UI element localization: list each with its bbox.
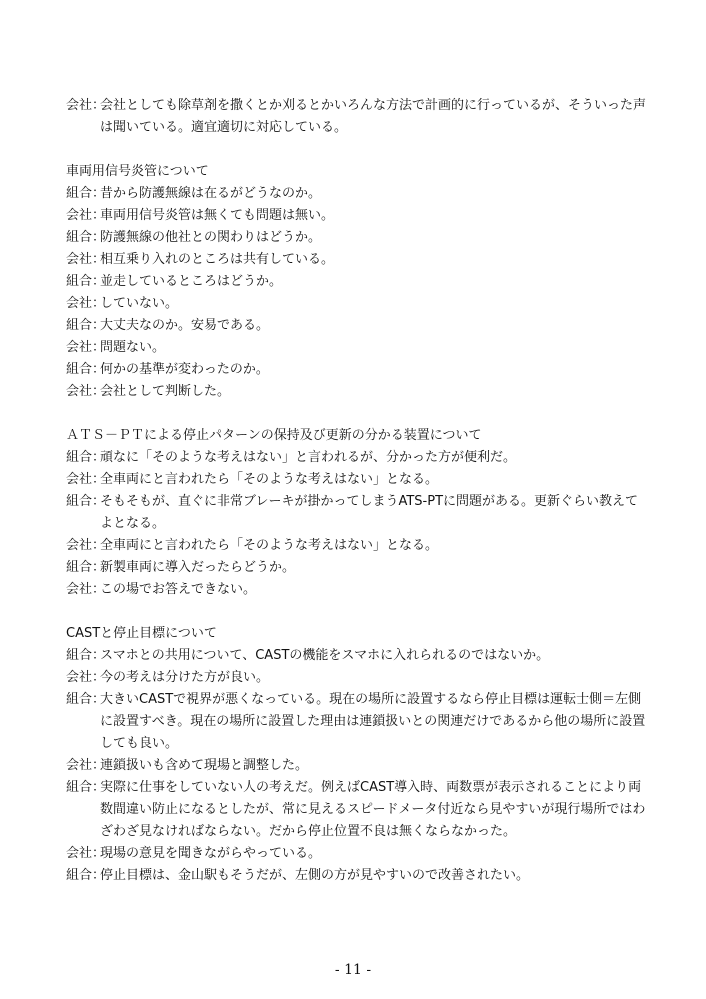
dialogue-line — [66, 557, 646, 579]
statement-text: 現場の意見を聞きながらやっている。 — [100, 846, 322, 861]
statement-text: 車両用信号炎管は無くても問題は無い。 — [100, 208, 335, 223]
dialogue-line — [66, 469, 646, 491]
statement-text: 相互乗り入れのところは共有している。 — [100, 252, 335, 267]
speaker-label: 会社： — [66, 296, 106, 311]
speaker-label: 組合： — [66, 318, 106, 333]
section-1 — [66, 95, 646, 139]
page-number: - 11 - — [334, 962, 372, 978]
statement-text: 防護無線の他社との関わりはどうか。 — [100, 230, 322, 245]
speaker-label: 組合： — [66, 648, 106, 663]
section-heading: 車両用信号炎管について — [66, 164, 209, 179]
speaker-label: 会社： — [66, 472, 106, 487]
dialogue-line — [66, 865, 646, 887]
section-3 — [66, 425, 646, 601]
statement-text: 会社として判断した。 — [100, 384, 231, 399]
statement-text: 実際に仕事をしていない人の考えだ。例えばCAST導入時、両数票が表示されることにより両数間違い防止になるとしたが、常に見えるスピードメータ付近なら見やすいが現行場所ではわざわざ見なければならない。だから停止位置不良は無くならなかった。 — [100, 780, 646, 839]
document-body — [66, 95, 646, 909]
dialogue-line — [66, 95, 646, 139]
statement-text: 昔から防護無線は在るがどうなのか。 — [100, 186, 322, 201]
speaker-label: 会社： — [66, 758, 106, 773]
dialogue-line — [66, 491, 646, 535]
dialogue-line — [66, 249, 646, 271]
speaker-label: 会社： — [66, 670, 106, 685]
dialogue-line — [66, 579, 646, 601]
dialogue-line — [66, 183, 646, 205]
statement-text: 大きいCASTで視界が悪くなっている。現在の場所に設置するなら停止目標は運転士側＝左側に設置すべき。現在の場所に設置した理由は連鎖扱いとの関連だけであるから他の場所に設置しても良い。 — [100, 692, 646, 751]
speaker-label: 会社： — [66, 846, 106, 861]
dialogue-line — [66, 755, 646, 777]
speaker-label: 会社： — [66, 384, 106, 399]
speaker-label: 会社： — [66, 252, 106, 267]
speaker-label: 組合： — [66, 230, 106, 245]
speaker-label: 組合： — [66, 494, 106, 509]
speaker-label: 組合： — [66, 868, 106, 883]
statement-text: していない。 — [100, 296, 179, 311]
statement-text: そもそもが、直ぐに非常ブレーキが掛かってしまうATS-PTに問題がある。更新ぐらい教えてよとなる。 — [100, 494, 639, 531]
speaker-label: 会社： — [66, 98, 106, 113]
speaker-label: 組合： — [66, 560, 106, 575]
speaker-label: 会社： — [66, 582, 106, 597]
section-4 — [66, 623, 646, 887]
dialogue-line — [66, 843, 646, 865]
speaker-label: 会社： — [66, 538, 106, 553]
dialogue-line — [66, 293, 646, 315]
dialogue-line — [66, 777, 646, 843]
dialogue-line — [66, 337, 646, 359]
dialogue-line — [66, 689, 646, 755]
speaker-label: 会社： — [66, 208, 106, 223]
statement-text: 新製車両に導入だったらどうか。 — [100, 560, 296, 575]
speaker-label: 組合： — [66, 274, 106, 289]
speaker-label: 会社： — [66, 340, 106, 355]
statement-text: 大丈夫なのか。安易である。 — [100, 318, 270, 333]
statement-text: 頑なに「そのような考えはない」と言われるが、分かった方が便利だ。 — [100, 450, 517, 465]
dialogue-line — [66, 667, 646, 689]
statement-text: 今の考えは分けた方が良い。 — [100, 670, 270, 685]
speaker-label: 組合： — [66, 692, 106, 707]
dialogue-line — [66, 447, 646, 469]
section-2 — [66, 161, 646, 403]
dialogue-line — [66, 381, 646, 403]
dialogue-line — [66, 227, 646, 249]
statement-text: 問題ない。 — [100, 340, 166, 355]
dialogue-line — [66, 205, 646, 227]
dialogue-line — [66, 535, 646, 557]
statement-text: 停止目標は、金山駅もそうだが、左側の方が見やすいので改善されたい。 — [100, 868, 530, 883]
dialogue-line — [66, 271, 646, 293]
statement-text: 何かの基準が変わったのか。 — [100, 362, 269, 377]
speaker-label: 組合： — [66, 780, 106, 795]
speaker-label: 組合： — [66, 450, 106, 465]
dialogue-line — [66, 359, 646, 381]
speaker-label: 組合： — [66, 186, 106, 201]
statement-text: スマホとの共用について、CASTの機能をスマホに入れられるのではないか。 — [100, 648, 550, 663]
statement-text: 会社としても除草剤を撒くとか刈るとかいろんな方法で計画的に行っているが、そういった声は聞いている。適宜適切に対応している。 — [100, 98, 647, 135]
statement-text: この場でお答えできない。 — [100, 582, 257, 597]
dialogue-line — [66, 315, 646, 337]
statement-text: 全車両にと言われたら「そのような考えはない」となる。 — [100, 538, 439, 553]
section-heading: CASTと停止目標について — [66, 626, 217, 641]
statement-text: 全車両にと言われたら「そのような考えはない」となる。 — [100, 472, 439, 487]
section-heading: ＡＴＳ－ＰＴによる停止パターンの保持及び更新の分かる装置について — [66, 428, 482, 443]
statement-text: 並走しているところはどうか。 — [100, 274, 283, 289]
speaker-label: 組合： — [66, 362, 106, 377]
dialogue-line — [66, 645, 646, 667]
statement-text: 連鎖扱いも含めて現場と調整した。 — [100, 758, 309, 773]
